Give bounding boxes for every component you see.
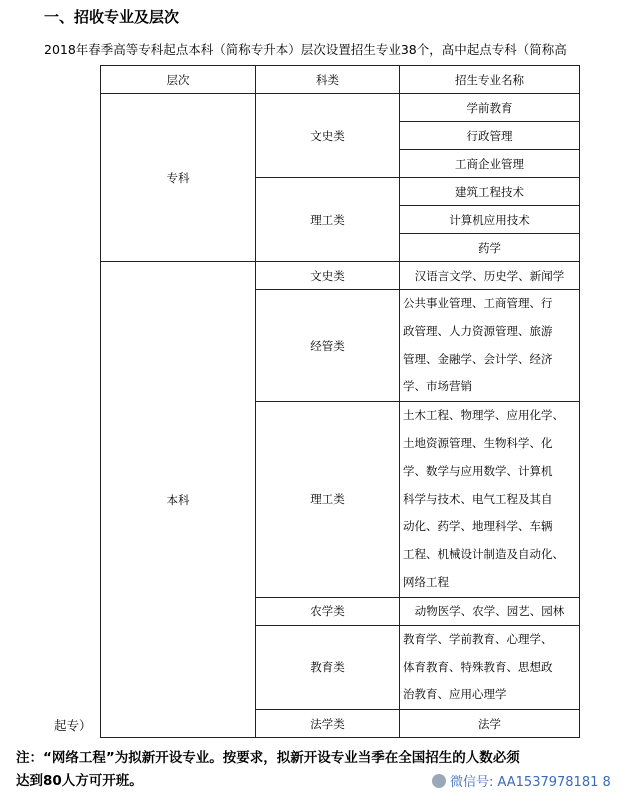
watermark-text: 微信号: AA1537978181 8	[450, 775, 611, 790]
major-list-cell	[400, 290, 580, 402]
major-line: 工程、机械设计制造及自动化、	[403, 547, 564, 562]
major-line: 教育学、学前教育、心理学、	[403, 631, 553, 646]
level-zhuanke: 专科	[101, 94, 256, 262]
major-cell: 汉语言文学、历史学、新闻学	[400, 262, 580, 290]
header-majors: 招生专业名称	[400, 66, 580, 94]
major-cell: 学前教育	[400, 94, 580, 122]
major-line: 学、数学与应用数学、计算机	[403, 463, 553, 478]
wechat-watermark	[432, 771, 611, 790]
major-list-cell	[400, 402, 580, 598]
major-line: 学、市场营销	[403, 379, 472, 394]
intro-text: 2018年春季高等专科起点本科（简称专升本）层次设置招生专业38个，高中起点专科（简称高	[44, 42, 567, 57]
major-line: 土木工程、物理学、应用化学、	[403, 408, 564, 423]
major-line: 政管理、人力资源管理、旅游	[403, 323, 553, 338]
category-cell: 文史类	[256, 94, 400, 178]
category-cell: 理工类	[256, 402, 400, 598]
footnote-line: 达到80人方可开班。	[16, 773, 143, 789]
footnote-line: 注：“网络工程”为拟新开设专业。按要求，拟新开设专业当季在全国招生的人数必须	[16, 750, 520, 766]
major-line: 网络工程	[403, 574, 449, 589]
header-level: 层次	[101, 66, 256, 94]
major-line: 治教育、应用心理学	[403, 687, 507, 702]
major-line: 公共事业管理、工商管理、行	[403, 296, 553, 310]
major-cell: 工商企业管理	[400, 150, 580, 178]
category-cell: 法学类	[256, 710, 400, 738]
major-cell: 建筑工程技术	[400, 178, 580, 206]
major-line: 科学与技术、电气工程及其自	[403, 491, 553, 506]
header-category: 科类	[256, 66, 400, 94]
category-cell: 农学类	[256, 597, 400, 625]
category-cell: 教育类	[256, 625, 400, 709]
major-cell: 药学	[400, 234, 580, 262]
major-line: 体育教育、特殊教育、思想政	[403, 659, 553, 674]
major-line: 动化、药学、地理科学、车辆	[403, 519, 553, 534]
major-cell: 行政管理	[400, 122, 580, 150]
intro-continuation: 起专）	[54, 718, 92, 733]
major-cell: 计算机应用技术	[400, 206, 580, 234]
category-cell: 理工类	[256, 178, 400, 262]
major-line: 土地资源管理、生物科学、化	[403, 435, 553, 450]
major-line: 管理、金融学、会计学、经济	[403, 351, 553, 366]
level-benke: 本科	[101, 262, 256, 738]
category-cell: 文史类	[256, 262, 400, 290]
majors-table	[100, 65, 580, 738]
major-cell: 法学	[400, 710, 580, 738]
category-cell: 经管类	[256, 290, 400, 402]
wechat-icon	[432, 774, 446, 788]
major-cell: 动物医学、农学、园艺、园林	[400, 597, 580, 625]
section-heading: 一、招收专业及层次	[44, 8, 180, 26]
major-list-cell	[400, 625, 580, 709]
